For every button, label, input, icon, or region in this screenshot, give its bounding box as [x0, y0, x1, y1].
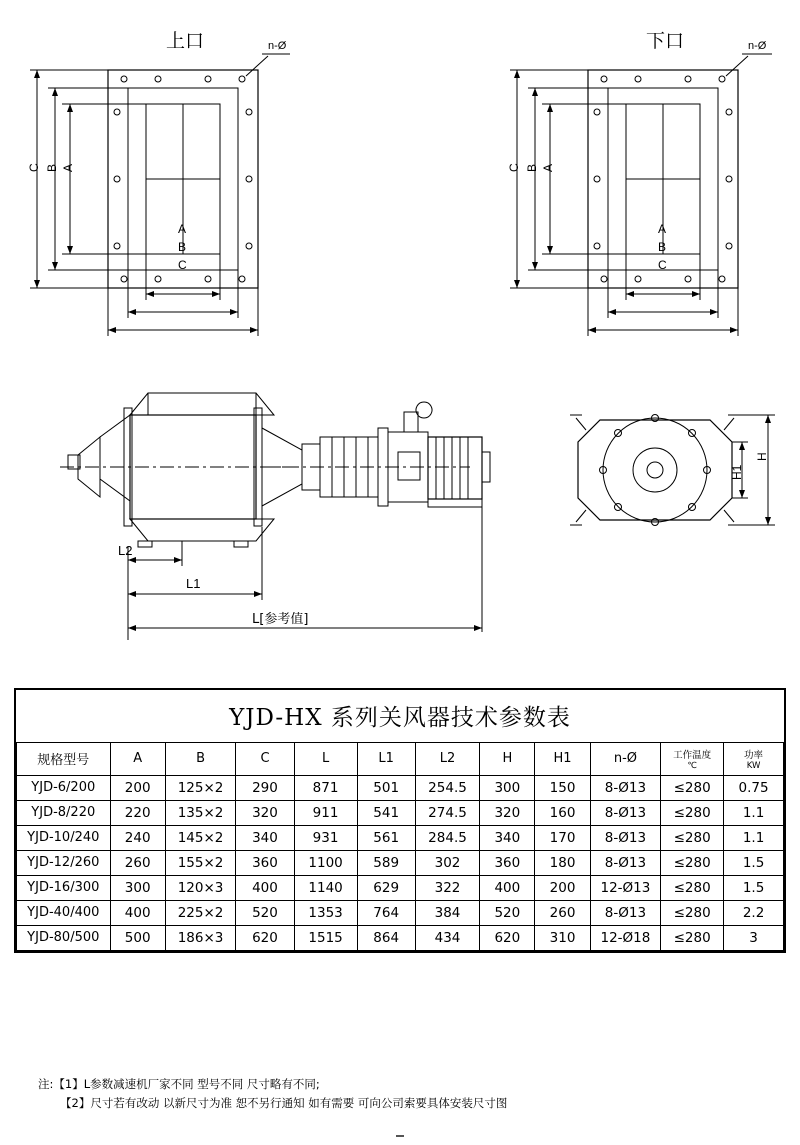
- cell-l2: 434: [415, 925, 479, 950]
- cell-holes: 8-Ø13: [590, 900, 661, 925]
- table-row: [17, 800, 784, 825]
- cell-power: 1.1: [724, 800, 784, 825]
- hole-callout-left: n-Ø: [268, 40, 287, 52]
- cell-l1: 589: [357, 850, 415, 875]
- dim-l1: L1: [186, 576, 201, 591]
- table-row: [17, 850, 784, 875]
- cell-h: 360: [480, 850, 535, 875]
- cell-b: 225×2: [165, 900, 236, 925]
- table-header-row: [17, 743, 784, 776]
- col-header-model: 规格型号: [17, 743, 111, 776]
- cell-c: 320: [236, 800, 294, 825]
- cell-h1: 160: [535, 800, 590, 825]
- col-header-l1: L1: [357, 743, 415, 776]
- cell-model: YJD-16/300: [17, 875, 111, 900]
- end-elevation-view: [570, 415, 775, 526]
- note-line-2: 【2】尺寸若有改动 以新尺寸为准 恕不另行通知 如有需要 可向公司索要具体安装尺寸图: [60, 1095, 508, 1110]
- cell-power: 1.5: [724, 875, 784, 900]
- cell-b: 186×3: [165, 925, 236, 950]
- dim-a-left-vertical: A: [61, 163, 75, 172]
- cell-temperature: ≤280: [661, 850, 724, 875]
- col-header-h1: H1: [535, 743, 590, 776]
- hole-callout-right: n-Ø: [748, 40, 767, 52]
- dim-a-right-vertical: A: [541, 163, 555, 172]
- cell-temperature: ≤280: [661, 775, 724, 800]
- cell-l2: 274.5: [415, 800, 479, 825]
- cell-c: 340: [236, 825, 294, 850]
- cell-a: 400: [110, 900, 165, 925]
- cell-l1: 501: [357, 775, 415, 800]
- cell-c: 360: [236, 850, 294, 875]
- table-row: [17, 875, 784, 900]
- cell-h1: 260: [535, 900, 590, 925]
- cell-h1: 180: [535, 850, 590, 875]
- spec-table-title: YJD-HX 系列关风器技术参数表: [229, 705, 571, 731]
- cell-c: 620: [236, 925, 294, 950]
- cell-h: 300: [480, 775, 535, 800]
- dim-a-right-horizontal: A: [658, 222, 667, 236]
- cell-c: 290: [236, 775, 294, 800]
- cell-a: 260: [110, 850, 165, 875]
- cell-h1: 310: [535, 925, 590, 950]
- dim-h: H: [755, 452, 769, 461]
- cell-l1: 764: [357, 900, 415, 925]
- dim-c-left-vertical: C: [27, 163, 41, 172]
- cell-a: 500: [110, 925, 165, 950]
- col-header-holes: n-Ø: [590, 743, 661, 776]
- cell-l: 911: [294, 800, 357, 825]
- dim-c-left-horizontal: C: [178, 258, 187, 272]
- cell-holes: 8-Ø13: [590, 825, 661, 850]
- bottom-outlet-view: [510, 54, 772, 336]
- cell-h: 520: [480, 900, 535, 925]
- cell-b: 120×3: [165, 875, 236, 900]
- cell-a: 300: [110, 875, 165, 900]
- dim-l: L[参考值]: [252, 612, 309, 627]
- note-line-1: 注:【1】L参数减速机厂家不同 型号不同 尺寸略有不同;: [38, 1077, 320, 1091]
- dim-c-right-horizontal: C: [658, 258, 667, 272]
- cell-l: 1515: [294, 925, 357, 950]
- cell-h1: 200: [535, 875, 590, 900]
- cell-l: 871: [294, 775, 357, 800]
- dim-b-right-horizontal: B: [658, 240, 667, 254]
- cell-model: YJD-12/260: [17, 850, 111, 875]
- cell-l: 1353: [294, 900, 357, 925]
- cell-model: YJD-6/200: [17, 775, 111, 800]
- cell-model: YJD-40/400: [17, 900, 111, 925]
- cell-l1: 541: [357, 800, 415, 825]
- cell-l2: 302: [415, 850, 479, 875]
- cell-a: 200: [110, 775, 165, 800]
- dim-c-right-vertical: C: [507, 163, 521, 172]
- cell-a: 240: [110, 825, 165, 850]
- table-row: [17, 925, 784, 950]
- cell-h: 340: [480, 825, 535, 850]
- cell-l2: 254.5: [415, 775, 479, 800]
- cell-holes: 8-Ø13: [590, 850, 661, 875]
- spec-table-container: [14, 688, 786, 953]
- dim-b-right-vertical: B: [525, 163, 539, 172]
- cell-l2: 284.5: [415, 825, 479, 850]
- dim-h1: H1: [730, 464, 744, 480]
- cell-l: 1140: [294, 875, 357, 900]
- col-header-l: L: [294, 743, 357, 776]
- cell-b: 125×2: [165, 775, 236, 800]
- cell-l1: 864: [357, 925, 415, 950]
- side-elevation-view: [60, 393, 490, 640]
- cell-c: 520: [236, 900, 294, 925]
- notes-block: [38, 1075, 507, 1113]
- cell-power: 3: [724, 925, 784, 950]
- cell-holes: 12-Ø13: [590, 875, 661, 900]
- cell-temperature: ≤280: [661, 925, 724, 950]
- cell-model: YJD-80/500: [17, 925, 111, 950]
- cell-temperature: ≤280: [661, 900, 724, 925]
- cell-holes: 8-Ø13: [590, 800, 661, 825]
- top-inlet-title: 上口: [166, 30, 205, 52]
- cell-l: 931: [294, 825, 357, 850]
- spec-table: [16, 742, 784, 951]
- col-header-c: C: [236, 743, 294, 776]
- cell-power: 1.5: [724, 850, 784, 875]
- cell-model: YJD-8/220: [17, 800, 111, 825]
- cell-power: 2.2: [724, 900, 784, 925]
- col-header-b: B: [165, 743, 236, 776]
- cell-temperature: ≤280: [661, 825, 724, 850]
- col-header-l2: L2: [415, 743, 479, 776]
- cell-h: 320: [480, 800, 535, 825]
- cell-h1: 150: [535, 775, 590, 800]
- cell-c: 400: [236, 875, 294, 900]
- cell-l2: 384: [415, 900, 479, 925]
- col-header-temperature: 工作温度 ℃: [661, 743, 724, 776]
- dim-b-left-horizontal: B: [178, 240, 187, 254]
- page-footer-mark: [396, 1135, 404, 1137]
- cell-b: 135×2: [165, 800, 236, 825]
- dim-l2: L2: [118, 543, 133, 558]
- cell-h: 620: [480, 925, 535, 950]
- dim-a-left-horizontal: A: [178, 222, 187, 236]
- cell-b: 155×2: [165, 850, 236, 875]
- cell-holes: 8-Ø13: [590, 775, 661, 800]
- cell-temperature: ≤280: [661, 800, 724, 825]
- cell-b: 145×2: [165, 825, 236, 850]
- cell-temperature: ≤280: [661, 875, 724, 900]
- cell-power: 1.1: [724, 825, 784, 850]
- table-row: [17, 825, 784, 850]
- cell-l1: 561: [357, 825, 415, 850]
- cell-h1: 170: [535, 825, 590, 850]
- cell-power: 0.75: [724, 775, 784, 800]
- cell-l1: 629: [357, 875, 415, 900]
- dim-b-left-vertical: B: [45, 163, 59, 172]
- cell-holes: 12-Ø18: [590, 925, 661, 950]
- col-header-h: H: [480, 743, 535, 776]
- cell-a: 220: [110, 800, 165, 825]
- cell-l: 1100: [294, 850, 357, 875]
- cell-h: 400: [480, 875, 535, 900]
- bottom-outlet-title: 下口: [646, 30, 685, 52]
- col-header-a: A: [110, 743, 165, 776]
- cell-model: YJD-10/240: [17, 825, 111, 850]
- cell-l2: 322: [415, 875, 479, 900]
- top-inlet-view: [30, 54, 290, 336]
- col-header-power: 功率 KW: [724, 743, 784, 776]
- table-row: [17, 900, 784, 925]
- table-row: [17, 775, 784, 800]
